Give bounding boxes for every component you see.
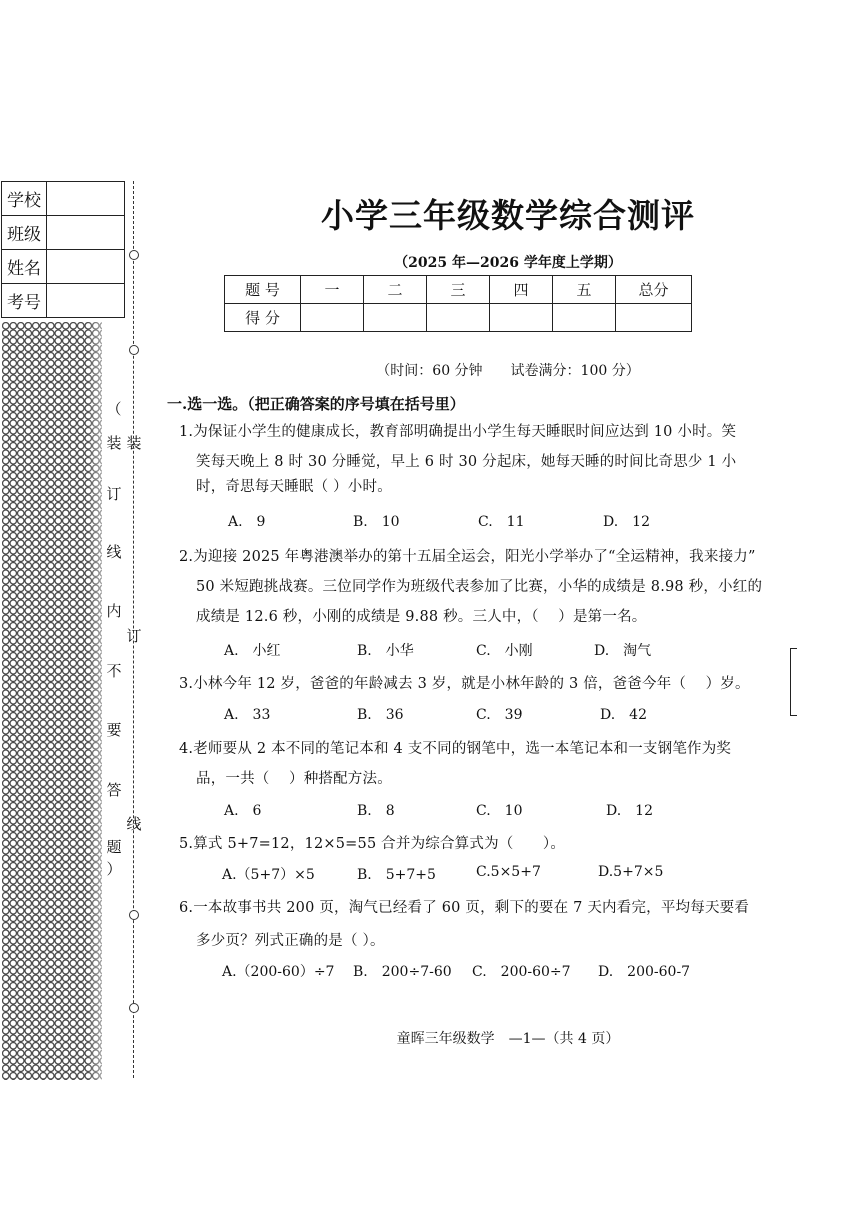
binding-hole-icon <box>129 1003 139 1013</box>
info-label-number: 考号 <box>2 284 47 318</box>
question-1-option[interactable]: A. 9 <box>228 514 266 530</box>
page-footer: 童晖三年级数学 —1—（共 4 页） <box>396 1031 620 1047</box>
score-cell[interactable] <box>616 304 692 332</box>
binding-hole-icon <box>129 250 139 260</box>
question-1-line: 笑每天晚上 8 时 30 分睡觉，早上 6 时 30 分起床，她每天睡的时间比奇思少 1 小 <box>196 454 737 470</box>
question-5-option[interactable]: D.5+7×5 <box>598 864 664 880</box>
score-header-cell: 二 <box>364 276 427 304</box>
class-field[interactable] <box>47 216 125 250</box>
score-row-label: 得 分 <box>225 304 301 332</box>
binding-text-char: 装 <box>106 434 122 452</box>
question-5-option[interactable]: C.5×5+7 <box>476 864 541 880</box>
question-5-line: 5.算式 5+7=12，12×5=55 合并为综合算式为（ ）。 <box>179 836 566 852</box>
question-4-line: 品，一共（ ）种搭配方法。 <box>196 771 392 787</box>
question-5-option[interactable]: A.（5+7）×5 <box>222 867 315 883</box>
exam-info: （时间：60 分钟 试卷满分：100 分） <box>376 363 640 379</box>
score-cell[interactable] <box>364 304 427 332</box>
binding-text-char: ） <box>106 860 122 878</box>
binding-text-char: 题 <box>106 838 122 856</box>
score-header-cell: 三 <box>427 276 490 304</box>
question-4-option[interactable]: D. 12 <box>606 803 653 819</box>
question-6-option[interactable]: D. 200-60-7 <box>598 964 691 980</box>
question-4-line: 4.老师要从 2 本不同的笔记本和 4 支不同的钢笔中，选一本笔记本和一支钢笔作为奖 <box>179 741 732 757</box>
question-2-line: 成绩是 12.6 秒，小刚的成绩是 9.88 秒。三人中，（ ）是第一名。 <box>196 609 647 625</box>
binding-text-char: 答 <box>106 781 122 799</box>
binding-text-char: 要 <box>106 721 122 739</box>
school-field[interactable] <box>47 182 125 216</box>
question-1-line: 1.为保证小学生的健康成长，教育部明确提出小学生每天睡眠时间应达到 10 小时。笑 <box>179 424 737 440</box>
question-1-option[interactable]: B. 10 <box>353 514 400 530</box>
binding-line-char: 订 <box>126 627 142 645</box>
binding-text-char: （ <box>106 400 122 418</box>
student-info-table <box>1 181 125 318</box>
question-1-option[interactable]: C. 11 <box>478 514 525 530</box>
question-2-line: 2.为迎接 2025 年粤港澳举办的第十五届全运会，阳光小学举办了“全运精神，我来接力” <box>179 549 756 565</box>
question-1-option[interactable]: D. 12 <box>603 514 650 530</box>
score-table <box>224 275 692 332</box>
score-cell[interactable] <box>490 304 553 332</box>
question-2-option[interactable]: C. 小刚 <box>476 643 533 659</box>
question-2-option[interactable]: D. 淘气 <box>594 643 652 659</box>
info-label-class: 班级 <box>2 216 47 250</box>
score-cell[interactable] <box>427 304 490 332</box>
score-header-cell: 四 <box>490 276 553 304</box>
question-5-option[interactable]: B. 5+7+5 <box>357 867 436 883</box>
edge-bracket-mark <box>790 648 797 716</box>
question-3-option[interactable]: C. 39 <box>476 707 523 723</box>
question-2-line: 50 米短跑挑战赛。三位同学作为班级代表参加了比赛，小华的成绩是 8.98 秒，小红的 <box>196 579 763 595</box>
score-header-cell: 题 号 <box>225 276 301 304</box>
info-label-school: 学校 <box>2 182 47 216</box>
question-6-option[interactable]: C. 200-60÷7 <box>472 964 571 980</box>
binding-dashed-line <box>133 181 134 1078</box>
question-3-line: 3.小林今年 12 岁，爸爸的年龄减去 3 岁，就是小林年龄的 3 倍，爸爸今年（ ）岁。 <box>179 676 750 692</box>
binding-line-char: 装 <box>126 434 142 452</box>
info-label-name: 姓名 <box>2 250 47 284</box>
question-6-option[interactable]: A.（200-60）÷7 <box>222 964 335 980</box>
score-header-cell: 总分 <box>616 276 692 304</box>
binding-text-char: 内 <box>106 602 122 620</box>
number-field[interactable] <box>47 284 125 318</box>
name-field[interactable] <box>47 250 125 284</box>
binding-text-char: 不 <box>106 662 122 680</box>
score-cell[interactable] <box>553 304 616 332</box>
score-header-cell: 五 <box>553 276 616 304</box>
score-header-cell: 一 <box>301 276 364 304</box>
page-title: 小学三年级数学综合测评 <box>321 196 695 235</box>
binding-hole-icon <box>129 910 139 920</box>
binding-line-char: 线 <box>126 815 142 833</box>
score-cell[interactable] <box>301 304 364 332</box>
question-4-option[interactable]: B. 8 <box>357 803 395 819</box>
question-6-option[interactable]: B. 200÷7-60 <box>353 964 452 980</box>
page-subtitle: （2025 年—2026 学年度上学期） <box>394 255 622 271</box>
question-3-option[interactable]: B. 36 <box>357 707 404 723</box>
question-4-option[interactable]: A. 6 <box>224 803 262 819</box>
binding-hole-icon <box>129 345 139 355</box>
binding-text-char: 线 <box>106 543 122 561</box>
question-2-option[interactable]: B. 小华 <box>357 643 414 659</box>
question-1-line: 时，奇思每天睡眠（ ）小时。 <box>196 479 392 495</box>
question-6-line: 6.一本故事书共 200 页，淘气已经看了 60 页，剩下的要在 7 天内看完，平均每天要看 <box>179 900 750 916</box>
question-3-option[interactable]: D. 42 <box>600 707 647 723</box>
question-6-line: 多少页？列式正确的是（ ）。 <box>196 933 385 949</box>
question-4-option[interactable]: C. 10 <box>476 803 523 819</box>
section-heading: 一.选一选。（把正确答案的序号填在括号里） <box>167 395 465 413</box>
question-2-option[interactable]: A. 小红 <box>224 643 281 659</box>
question-3-option[interactable]: A. 33 <box>224 707 271 723</box>
binding-text-char: 订 <box>106 485 122 503</box>
